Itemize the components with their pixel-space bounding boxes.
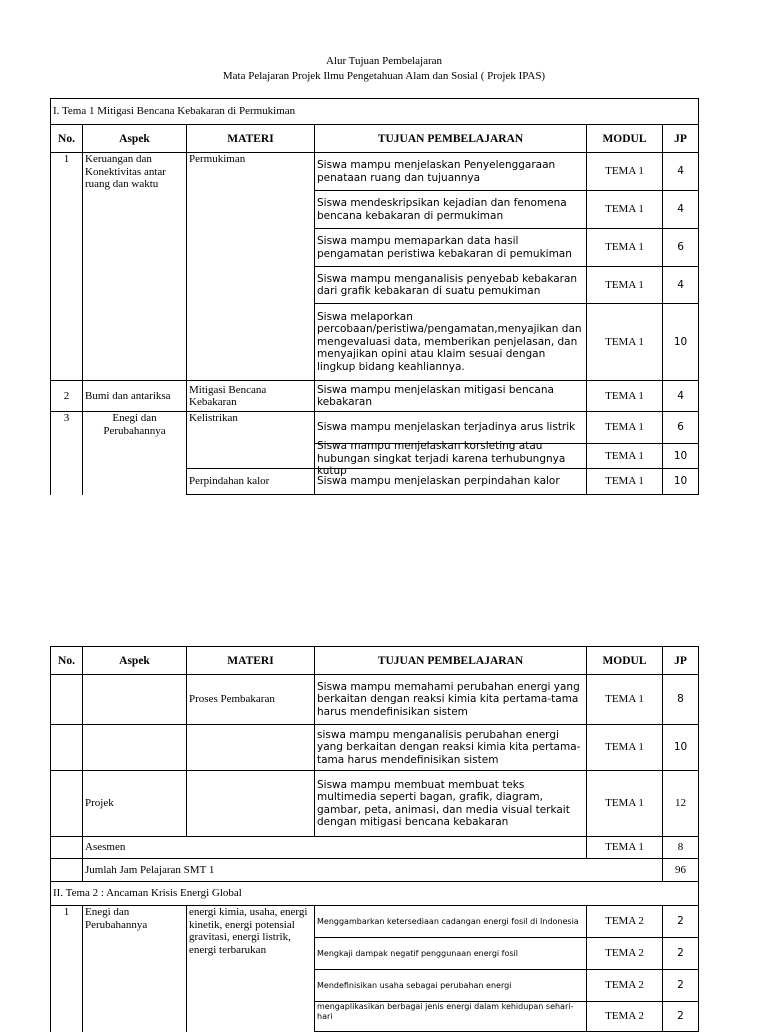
row-number: 2 [51,381,83,412]
col-header-aspek: Aspek [83,647,187,675]
asesmen-label: Asesmen [83,837,587,859]
tujuan-cell: mengaplikasikan berbagai jenis energi dalam kehidupan sehari-hari [315,1002,587,1032]
tujuan-cell: Siswa mendeskripsikan kejadian dan fenomena bencana kebakaran di permukiman [315,191,587,229]
modul-cell: TEMA 1 [587,771,663,837]
modul-cell: TEMA 1 [587,837,663,859]
table-header-row [51,647,699,675]
modul-cell: TEMA 1 [587,412,663,444]
jp-cell: 2 [663,938,699,970]
jp-cell: 10 [663,304,699,381]
tujuan-cell: Siswa mampu menjelaskan perpindahan kalor [315,469,587,495]
section-title-tema-2: II. Tema 2 : Ancaman Krisis Energi Global [51,882,699,906]
tujuan-cell: Siswa mampu menjelaskan korsleting atau hubungan singkat terjadi karena terhubungnya kutup [317,440,566,477]
modul-cell: TEMA 2 [587,1002,663,1032]
col-header-modul: MODUL [587,647,663,675]
col-header-aspek: Aspek [83,125,187,153]
col-header-tujuan: TUJUAN PEMBELAJARAN [315,647,587,675]
materi-cell: energi kimia, usaha, energi kinetik, energi potensial gravitasi, energi listrik, energi terbarukan [187,906,315,1032]
aspek-cell: Enegi dan Perubahannya [83,906,187,1032]
tujuan-cell: Siswa mampu menjelaskan terjadinya arus listrik [315,412,587,444]
table-row [51,675,699,725]
table-row-asesmen [51,837,699,859]
modul-cell: TEMA 1 [587,469,663,495]
table-row [51,412,699,444]
materi-cell: Perpindahan kalor [187,469,315,495]
jp-cell: 6 [663,229,699,267]
jp-cell: 4 [663,381,699,412]
tujuan-cell: siswa mampu menganalisis perubahan energi yang berkaitan dengan reaksi kimia kita pertama-tama harus mendefinisikan sistem [315,725,587,771]
modul-cell: TEMA 1 [587,675,663,725]
modul-cell: TEMA 1 [587,191,663,229]
table-tema-1 [50,98,699,495]
document-subtitle: Mata Pelajaran Projek Ilmu Pengetahuan Alam dan Sosial ( Projek IPAS) [222,70,546,82]
tujuan-cell: Menggambarkan ketersediaan cadangan energi fosil di Indonesia [315,906,587,938]
jp-cell: 6 [663,412,699,444]
jp-cell: 10 [663,725,699,771]
aspek-cell [83,675,187,725]
modul-cell: TEMA 2 [587,906,663,938]
table-row [51,725,699,771]
col-header-modul: MODUL [587,125,663,153]
jp-total: 96 [663,859,699,882]
table-row-jumlah [51,859,699,882]
materi-cell [187,725,315,771]
modul-cell: TEMA 2 [587,938,663,970]
modul-cell: TEMA 2 [587,970,663,1002]
jumlah-label: Jumlah Jam Pelajaran SMT 1 [83,859,663,882]
jp-cell: 4 [663,153,699,191]
jp-cell: 10 [663,444,699,469]
aspek-cell [83,725,187,771]
col-header-tujuan: TUJUAN PEMBELAJARAN [315,125,587,153]
jp-cell: 8 [663,837,699,859]
tujuan-cell: Siswa mampu memahami perubahan energi yang berkaitan dengan reaksi kimia kita pertama-tama harus mendefinisikan sistem [315,675,587,725]
materi-cell [187,771,315,837]
aspek-cell: Enegi dan Perubahannya [83,412,187,495]
modul-cell: TEMA 1 [587,725,663,771]
section-title-tema-1: I. Tema 1 Mitigasi Bencana Kebakaran di Permukiman [51,99,699,125]
row-number: 1 [51,153,83,381]
tujuan-cell: Mendefinisikan usaha sebagai perubahan energi [315,970,587,1002]
col-header-no: No. [51,125,83,153]
col-header-jp: JP [663,647,699,675]
table-row [51,153,699,191]
modul-cell: TEMA 1 [587,304,663,381]
jp-cell: 8 [663,675,699,725]
col-header-materi: MATERI [187,125,315,153]
jp-cell: 4 [663,267,699,304]
materi-cell: Permukiman [187,153,315,381]
table-row [51,906,699,938]
aspek-cell: Keruangan dan Konektivitas antar ruang dan waktu [83,153,187,381]
jp-cell: 2 [663,1002,699,1032]
modul-cell: TEMA 1 [587,267,663,304]
tujuan-cell: Siswa mampu membuat membuat teks multimedia seperti bagan, grafik, diagram, gambar, peta, animasi, dan media visual terkait dengan mitigasi bencana kebakaran [315,771,587,837]
table-row [51,381,699,412]
materi-cell: Proses Pembakaran [187,675,315,725]
aspek-cell: Projek [83,771,187,837]
col-header-materi: MATERI [187,647,315,675]
modul-cell: TEMA 1 [587,381,663,412]
jp-cell: 12 [663,771,699,837]
aspek-cell: Bumi dan antariksa [83,381,187,412]
tujuan-cell: Siswa melaporkan percobaan/peristiwa/pengamatan,menyajikan dan mengevaluasi data, memberikan penjelasan, dan menyajikan opini atau klaim sesuai dengan lingkup bidang keahliannya. [315,304,587,381]
tujuan-cell: Mengkaji dampak negatif penggunaan energi fosil [315,938,587,970]
col-header-no: No. [51,647,83,675]
modul-cell: TEMA 1 [587,229,663,267]
jp-cell: 4 [663,191,699,229]
tujuan-cell: Siswa mampu memaparkan data hasil pengamatan peristiwa kebakaran di pemukiman [315,229,587,267]
modul-cell: TEMA 1 [587,153,663,191]
materi-cell: Kelistrikan [187,412,315,469]
jp-cell: 2 [663,970,699,1002]
tujuan-cell: Siswa mampu menjelaskan mitigasi bencana kebakaran [315,381,587,412]
table-row [51,771,699,837]
modul-cell: TEMA 1 [587,444,663,469]
row-number: 3 [51,412,83,495]
jp-cell: 2 [663,906,699,938]
table-continued [50,646,699,1032]
tujuan-cell: Siswa mampu menganalisis penyebab kebakaran dari grafik kebakaran di suatu pemukiman [315,267,587,304]
row-number: 1 [51,906,83,1032]
table-header-row [51,125,699,153]
materi-cell: Mitigasi Bencana Kebakaran [187,381,315,412]
col-header-jp: JP [663,125,699,153]
document-title: Alur Tujuan Pembelajaran [325,55,443,67]
tujuan-cell: Siswa mampu menjelaskan Penyelenggaraan penataan ruang dan tujuannya [315,153,587,191]
jp-cell: 10 [663,469,699,495]
